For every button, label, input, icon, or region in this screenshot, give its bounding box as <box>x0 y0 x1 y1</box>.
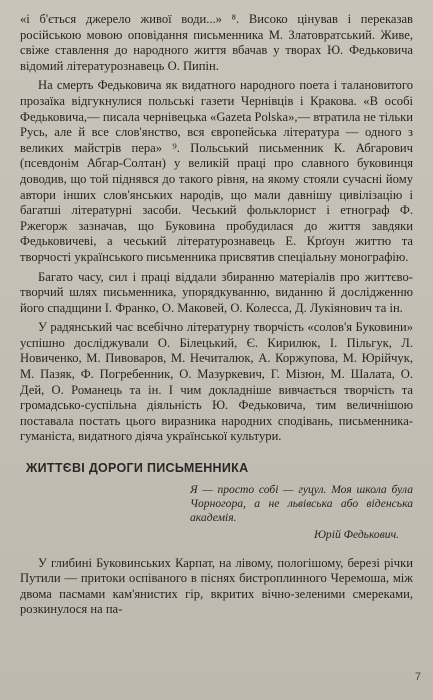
page-number: 7 <box>414 671 421 683</box>
paragraph-polish-press: На смерть Федьковича як видатного народного поета і талановитого прозаїка відгукнулися польські газети Чернівців і Кракова. «В особі Федьковича,— писала чернівецька «Gazeta Polska»,— втратила не тільки Русь, але й все слов'янство, вся європейська література — одного з великих майстрів пера» ⁹. Польський письменник К. Абгарович (псевдонім Абгар-Солтан) у великій праці про славного буковинця доводив, що той піднявся до такого рівня, на якому стояли сучасні йому автори інших слов'янських народів, що мали давнішу цивілізацію і багатші літературні засоби. Чеський фольклорист і етнограф Ф. Ржегорж зазначав, що Буковина пробудилася до життя завдяки Федьковичеві, а чеський літературознавець Е. Крґоун життю та творчості українського письменника присвятив спеціальну монографію. <box>20 78 413 264</box>
epigraph-author: Юрій Федькович. <box>313 527 399 541</box>
paragraph-opening: У глибині Буковинських Карпат, на лівому, пологішому, березі річки Путили — притоки оспіваного в піснях бистроплинного Черемоша, між двома пасмами кам'янистих гір, вкритих вічно-зеленими смереками, розкинулося на па- <box>20 555 413 617</box>
epigraph-quote: Я — просто собі — гуцул. Моя школа була Чорногора, а не львівська або віденська академія. <box>190 483 413 525</box>
paragraph-pypin: «і б'ється джерело живої води...» ⁸. Високо цінував і переказав російською мовою оповідання письменника М. Златовратський. Живе, свіже ставлення до народного життя вбачав у творах Ю. Федьковича відомий літературознавець О. Пипін. <box>20 12 413 73</box>
section-title: ЖИТТЄВІ ДОРОГИ ПИСЬМЕННИКА <box>26 461 249 476</box>
paragraph-collectors: Багато часу, сил і праці віддали збиранню матеріалів про життєво-творчий шлях письменника, упорядкуванню, виданню й дослідженню його спадщини І. Франко, О. Маковей, О. Колесса, Д. Лукіянович та ін. <box>20 269 413 315</box>
paragraph-soviet-research: У радянський час всебічно літературну творчість «солов'я Буковини» успішно досліджували О. Білецький, Є. Кирилюк, І. Пільгук, Л. Новиченко, М. Пивоваров, М. Нечиталюк, А. Коржупова, М. Юрійчук, М. Пазяк, Ф. Погребенник, О. Мазуркевич, Г. Мізюн, М. Шалата, О. Дей, О. Романець та ін. І чим докладніше вивчається творчість та громадсько-суспільна діяльність Ю. Федьковича, тим величнішою поставала постать цього виразника народних сподівань, письменника-гуманіста, видатного діяча української культури. <box>20 320 413 444</box>
